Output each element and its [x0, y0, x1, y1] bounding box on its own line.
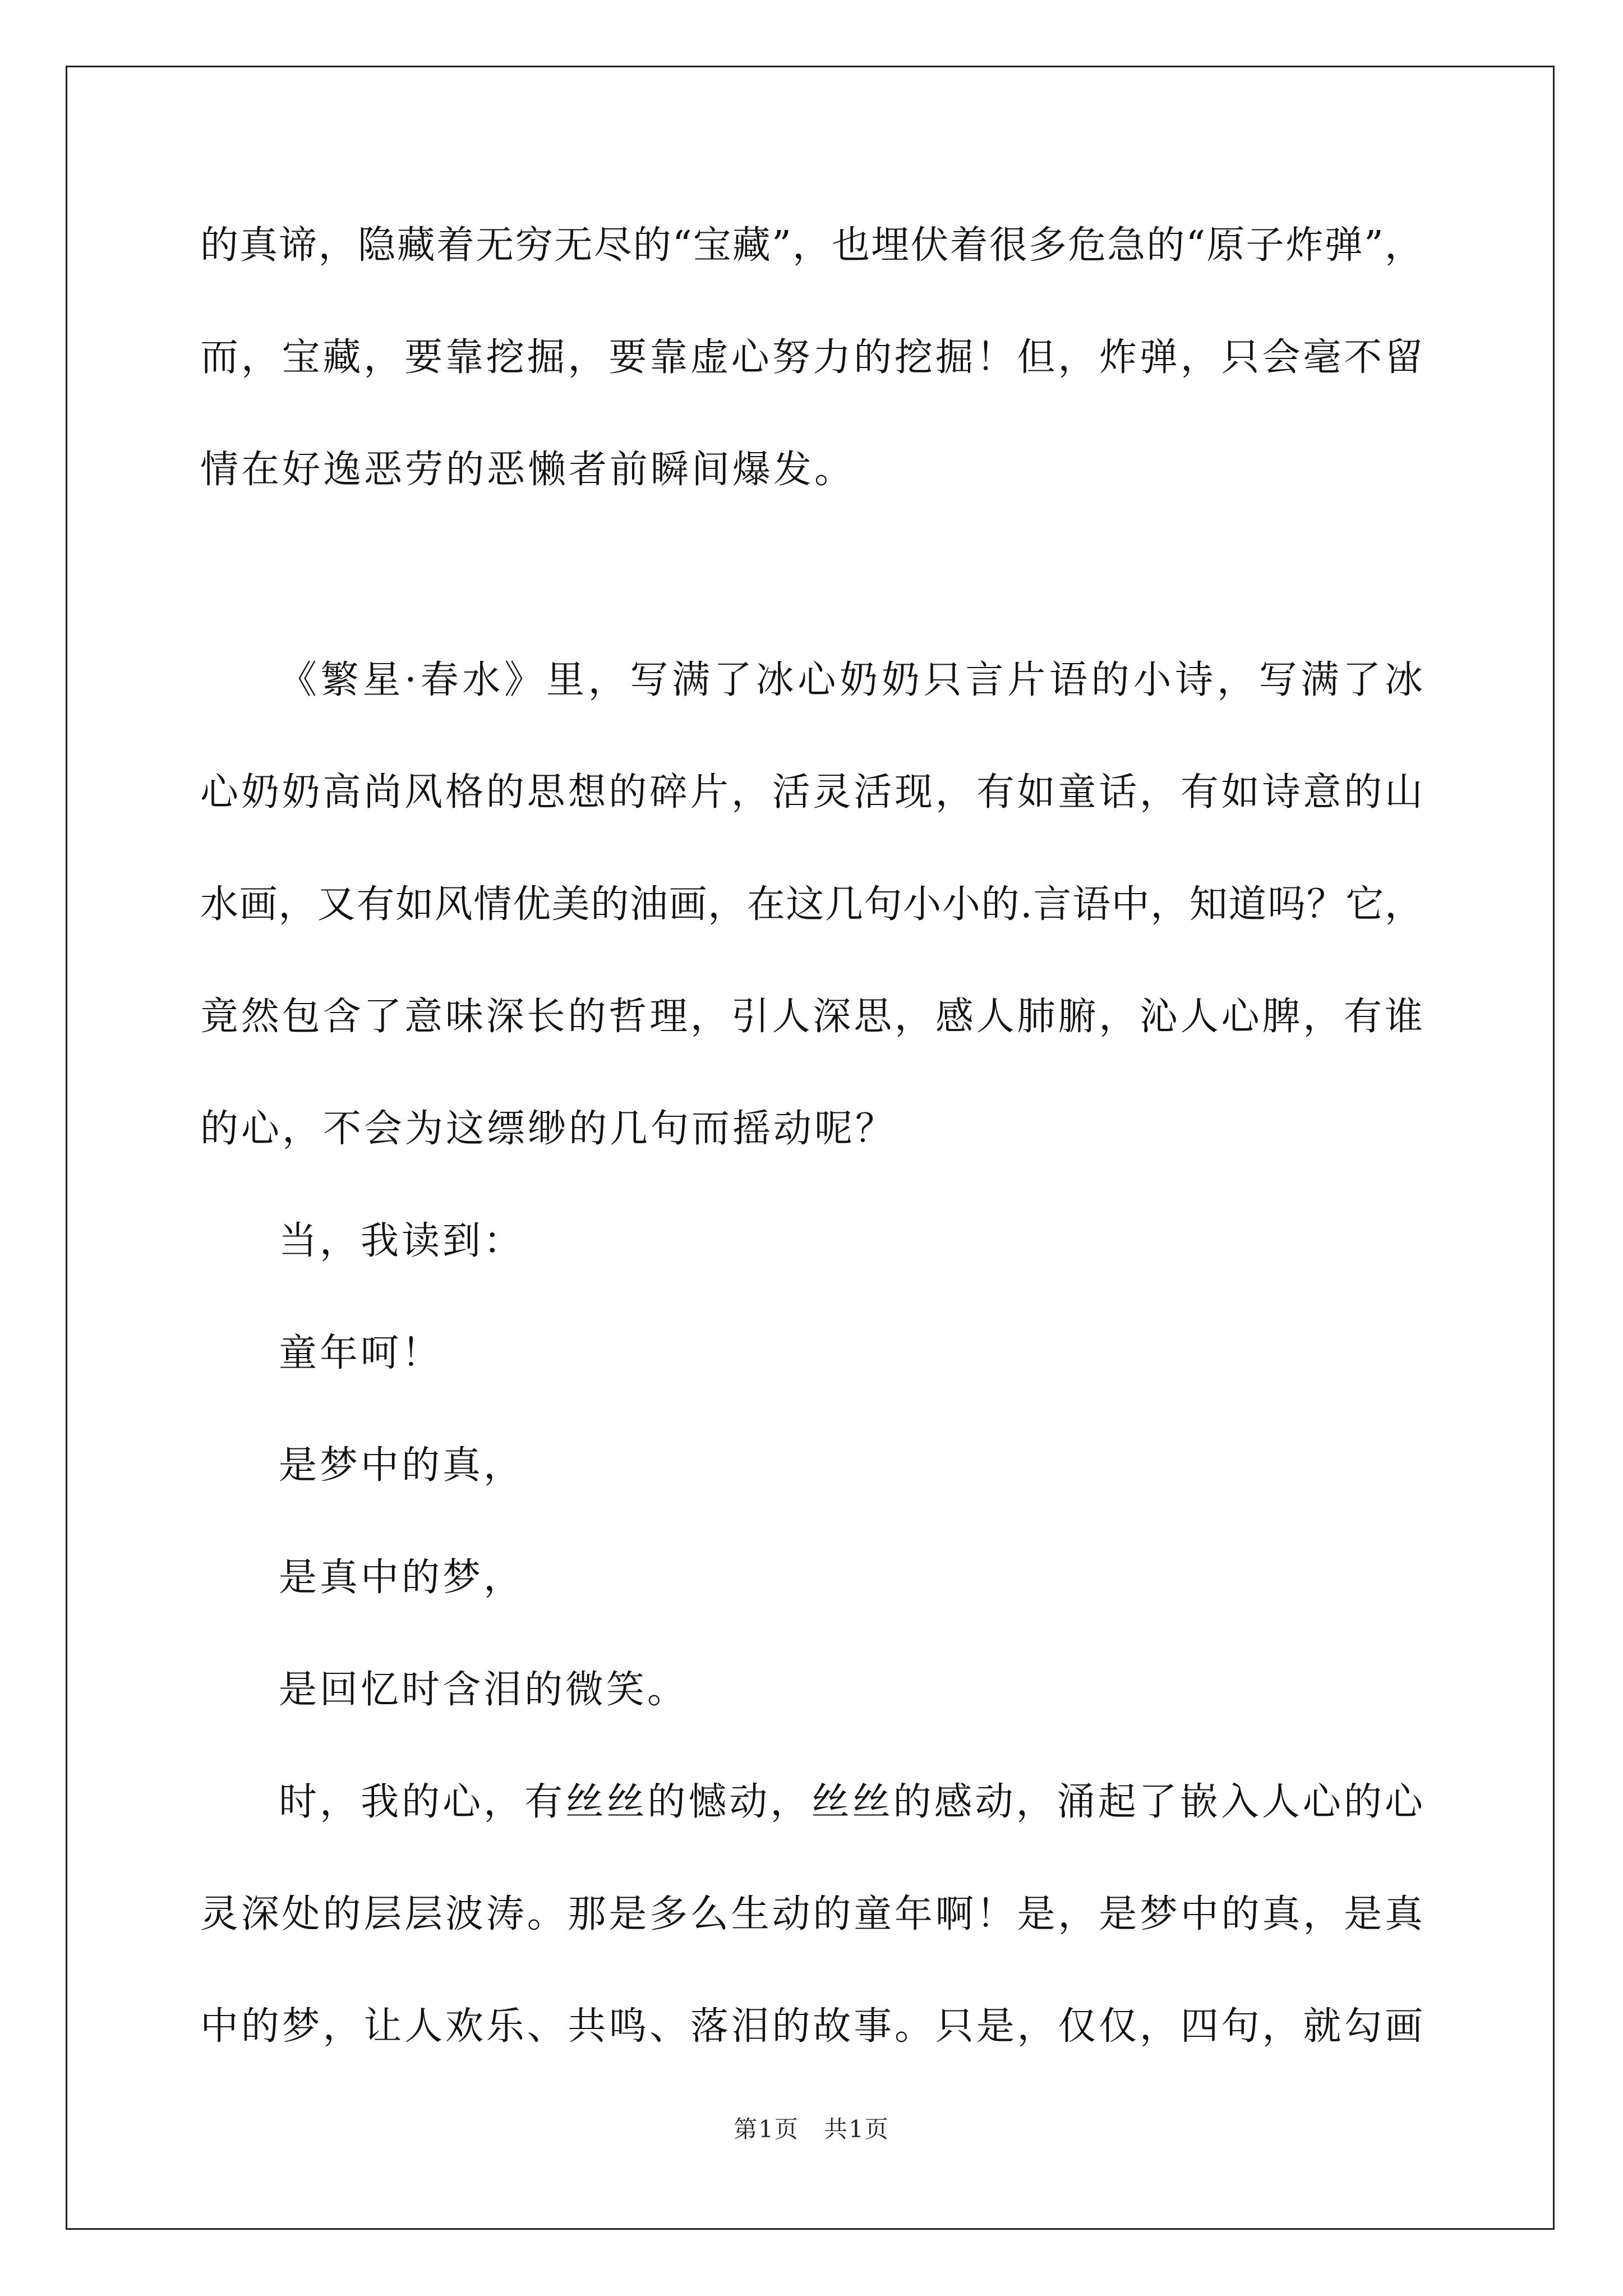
text-line-9: 当，我读到： — [279, 1219, 525, 1263]
text-line-7: 竟然包含了意味深长的哲理，引人深思，感人肺腑，沁人心脾，有谁 — [200, 995, 1423, 1039]
text-line-15: 灵深处的层层波涛。那是多么生动的童年啊！是，是梦中的真，是真 — [200, 1892, 1423, 1936]
text-line-1: 的真谛，隐藏着无穷无尽的“宝藏”，也埋伏着很多危急的“原子炸弹”， — [200, 223, 1423, 268]
text-line-2: 而，宝藏，要靠挖掘，要靠虚心努力的挖掘！但，炸弹，只会毫不留 — [200, 335, 1423, 380]
text-line-16: 中的梦，让人欢乐、共鸣、落泪的故事。只是，仅仅，四句，就勾画 — [200, 2004, 1423, 2049]
text-line-8: 的心，不会为这缥缈的几句而摇动呢？ — [200, 1107, 897, 1151]
poem-line-1: 童年呵！ — [279, 1331, 443, 1375]
poem-line-3: 是真中的梦， — [279, 1556, 525, 1600]
text-line-14: 时，我的心，有丝丝的憾动，丝丝的感动，涌起了嵌入人心的心 — [279, 1780, 1423, 1824]
poem-line-2: 是梦中的真， — [279, 1443, 525, 1488]
text-line-5: 心奶奶高尚风格的思想的碎片，活灵活现，有如童话，有如诗意的山 — [200, 770, 1423, 815]
text-line-3: 情在好逸恶劳的恶懒者前瞬间爆发。 — [200, 448, 856, 492]
text-line-4: 《繁星·春水》里，写满了冰心奶奶只言片语的小诗，写满了冰 — [279, 658, 1423, 702]
poem-line-4: 是回忆时含泪的微笑。 — [279, 1668, 689, 1712]
page-footer: 第1页 共1页 — [734, 2115, 889, 2143]
text-line-6: 水画，又有如风情优美的油画，在这几句小小的.言语中，知道吗？它， — [200, 882, 1423, 927]
